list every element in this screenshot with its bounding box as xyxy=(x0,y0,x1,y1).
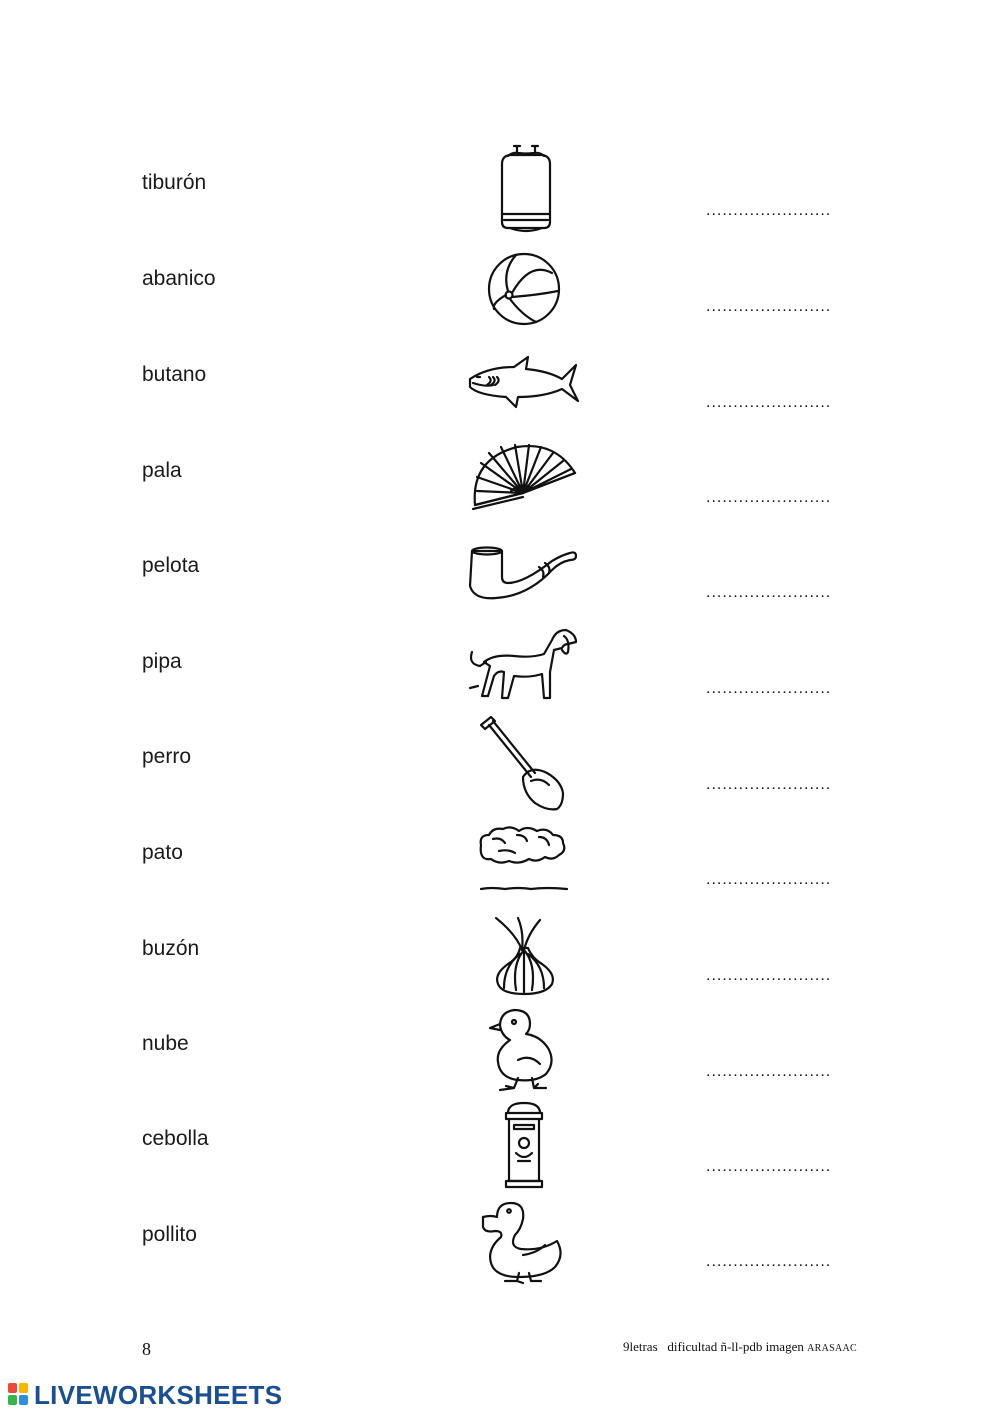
onion-icon xyxy=(492,916,558,996)
answer-field-4[interactable]: ....................... xyxy=(706,489,832,506)
shark-icon xyxy=(467,355,581,409)
liveworksheets-logo-icon xyxy=(8,1383,30,1407)
word-9: buzón xyxy=(142,937,200,960)
credit-text: 9letras dificultad ñ-ll-pdb imagen xyxy=(622,1339,808,1354)
chick-icon xyxy=(488,1008,560,1092)
word-11: cebolla xyxy=(142,1127,209,1150)
word-6: pipa xyxy=(142,650,182,673)
word-4: pala xyxy=(142,459,182,482)
word-7: perro xyxy=(142,745,192,768)
hand-fan-icon xyxy=(471,443,577,513)
word-1: tiburón xyxy=(142,171,207,194)
word-10: nube xyxy=(142,1032,189,1055)
dog-icon xyxy=(466,628,580,710)
answer-field-6[interactable]: ....................... xyxy=(706,680,832,697)
answer-field-12[interactable]: ....................... xyxy=(706,1253,832,1270)
credit-line xyxy=(623,1339,857,1355)
page-number: 8 xyxy=(142,1339,151,1359)
word-12: pollito xyxy=(142,1223,197,1246)
word-3: butano xyxy=(142,363,207,386)
answer-field-9[interactable]: ....................... xyxy=(706,967,832,984)
answer-field-8[interactable]: ....................... xyxy=(706,871,832,888)
mailbox-icon xyxy=(504,1101,544,1189)
answer-field-7[interactable]: ....................... xyxy=(706,776,832,793)
beach-ball-icon xyxy=(486,251,562,327)
word-8: pato xyxy=(142,841,183,864)
butane-cylinder-icon xyxy=(496,144,556,236)
answer-field-5[interactable]: ....................... xyxy=(706,584,832,601)
word-2: abanico xyxy=(142,267,216,290)
answer-field-2[interactable]: ....................... xyxy=(706,298,832,315)
answer-field-3[interactable]: ....................... xyxy=(706,394,832,411)
duck-icon xyxy=(481,1199,569,1285)
answer-field-1[interactable]: ....................... xyxy=(706,202,832,219)
shovel-icon xyxy=(479,715,569,811)
answer-field-11[interactable]: ....................... xyxy=(706,1158,832,1175)
liveworksheets-brand[interactable] xyxy=(8,1381,282,1409)
smoking-pipe-icon xyxy=(469,545,579,605)
credit-source: ARASAAC xyxy=(807,1343,857,1354)
brand-name: LIVEWORKSHEETS xyxy=(34,1380,283,1410)
word-5: pelota xyxy=(142,554,200,577)
cloud-icon xyxy=(477,825,571,895)
answer-field-10[interactable]: ....................... xyxy=(706,1063,832,1080)
